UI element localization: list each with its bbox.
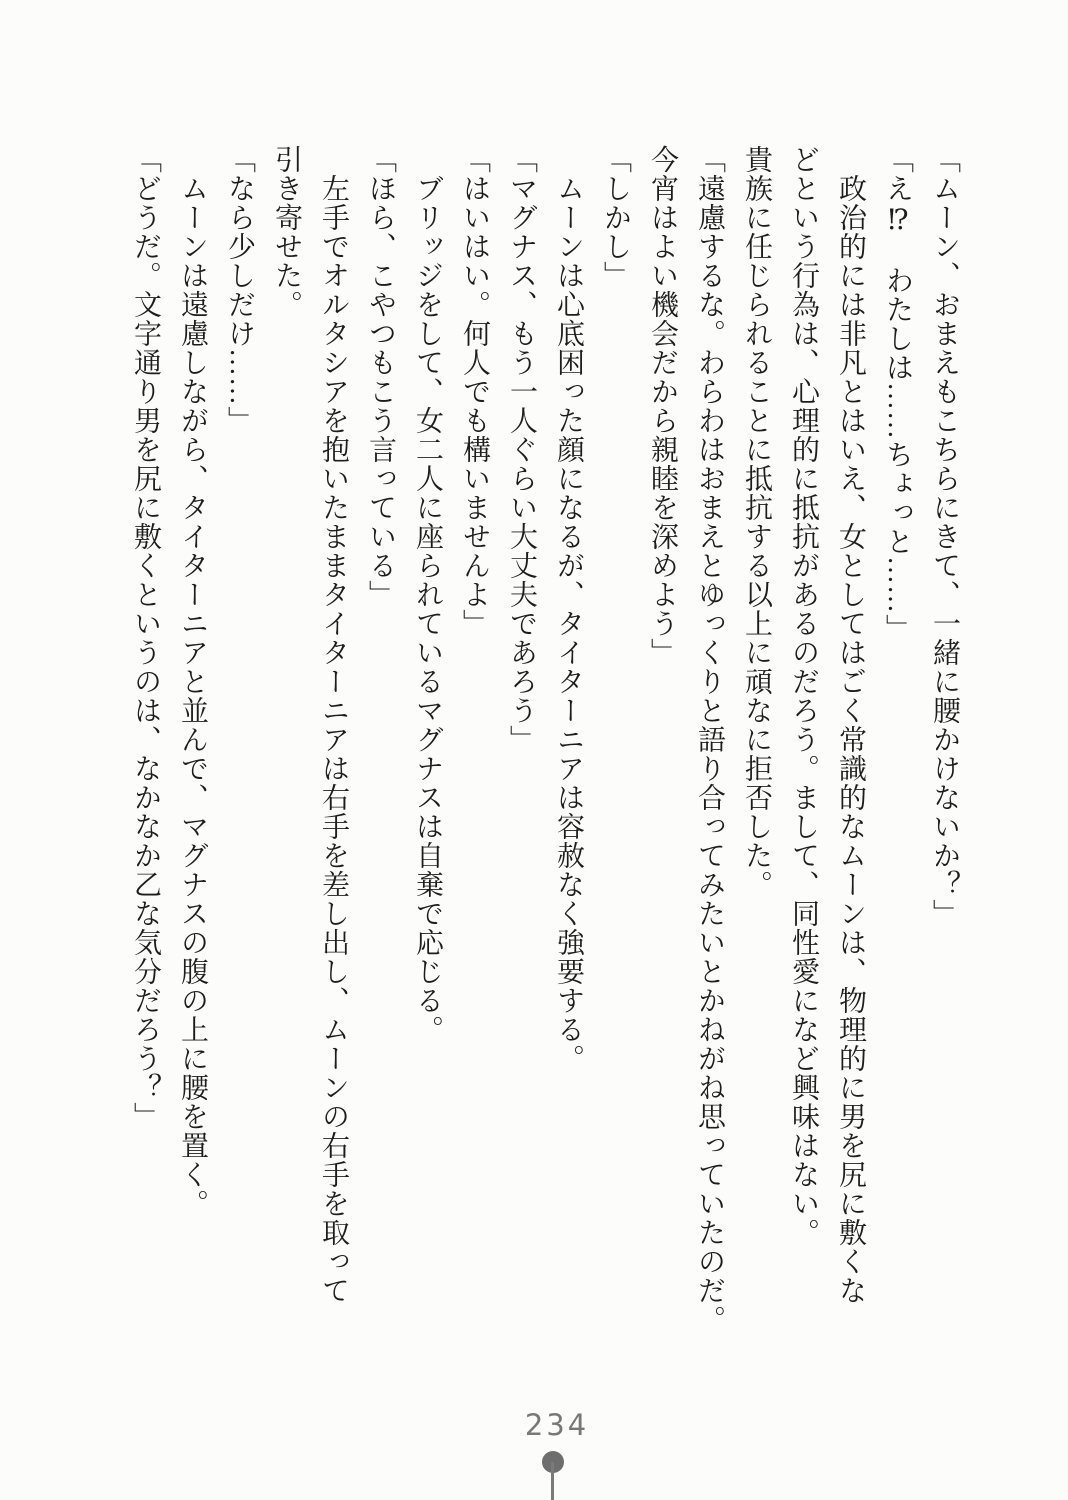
text-line: 左手でオルタシアを抱いたままタイターニアは右手を差し出し、ムーンの右手を取って: [318, 174, 349, 1305]
text-line: 政治的には非凡とはいえ、女としてはごく常識的なムーンは、物理的に男を尻に敷くな: [835, 174, 866, 1305]
text-line: 「しかし」: [600, 145, 631, 290]
text-line: ムーンは遠慮しながら、タイターニアと並んで、マグナスの腹の上に腰を置く。: [177, 174, 208, 1218]
vertical-text-block: [122, 145, 968, 1360]
text-line: 引き寄せた。: [271, 145, 302, 319]
text-line: 「ムーン、おまえもこちらにきて、一緒に腰かけないか？」: [929, 145, 960, 928]
text-line: ブリッジをして、女二人に座られているマグナスは自棄で応じる。: [412, 174, 443, 1044]
text-line: 「マグナス、もう一人ぐらい大丈夫であろう」: [506, 145, 537, 754]
text-line: 「どうだ。文字通り男を尻に敷くというのは、なかなか乙な気分だろう？」: [130, 145, 161, 1131]
text-line: 「はいはい。何人でも構いませんよ」: [459, 145, 490, 638]
text-line: 「なら少しだけ……」: [224, 145, 255, 435]
text-line: 貴族に任じられることに抵抗する以上に頑なに拒否した。: [741, 145, 772, 899]
page-number: 234: [524, 1408, 590, 1442]
text-line: 「遠慮するな。わらわはおまえとゆっくりと語り合ってみたいとかねがね思っていたのだ。: [694, 145, 725, 1334]
text-line: 「え⁉ わたしは……ちょっと……」: [882, 145, 913, 643]
page-marker-line: [551, 1462, 554, 1500]
text-line: 今宵はよい機会だから親睦を深めよう」: [647, 145, 678, 667]
text-line: 「ほら、こやつもこう言っている」: [365, 145, 396, 609]
text-line: どという行為は、心理的に抵抗があるのだろう。まして、同性愛になど興味はない。: [788, 145, 819, 1247]
text-line: ムーンは心底困った顔になるが、タイターニアは容赦なく強要する。: [553, 174, 584, 1073]
